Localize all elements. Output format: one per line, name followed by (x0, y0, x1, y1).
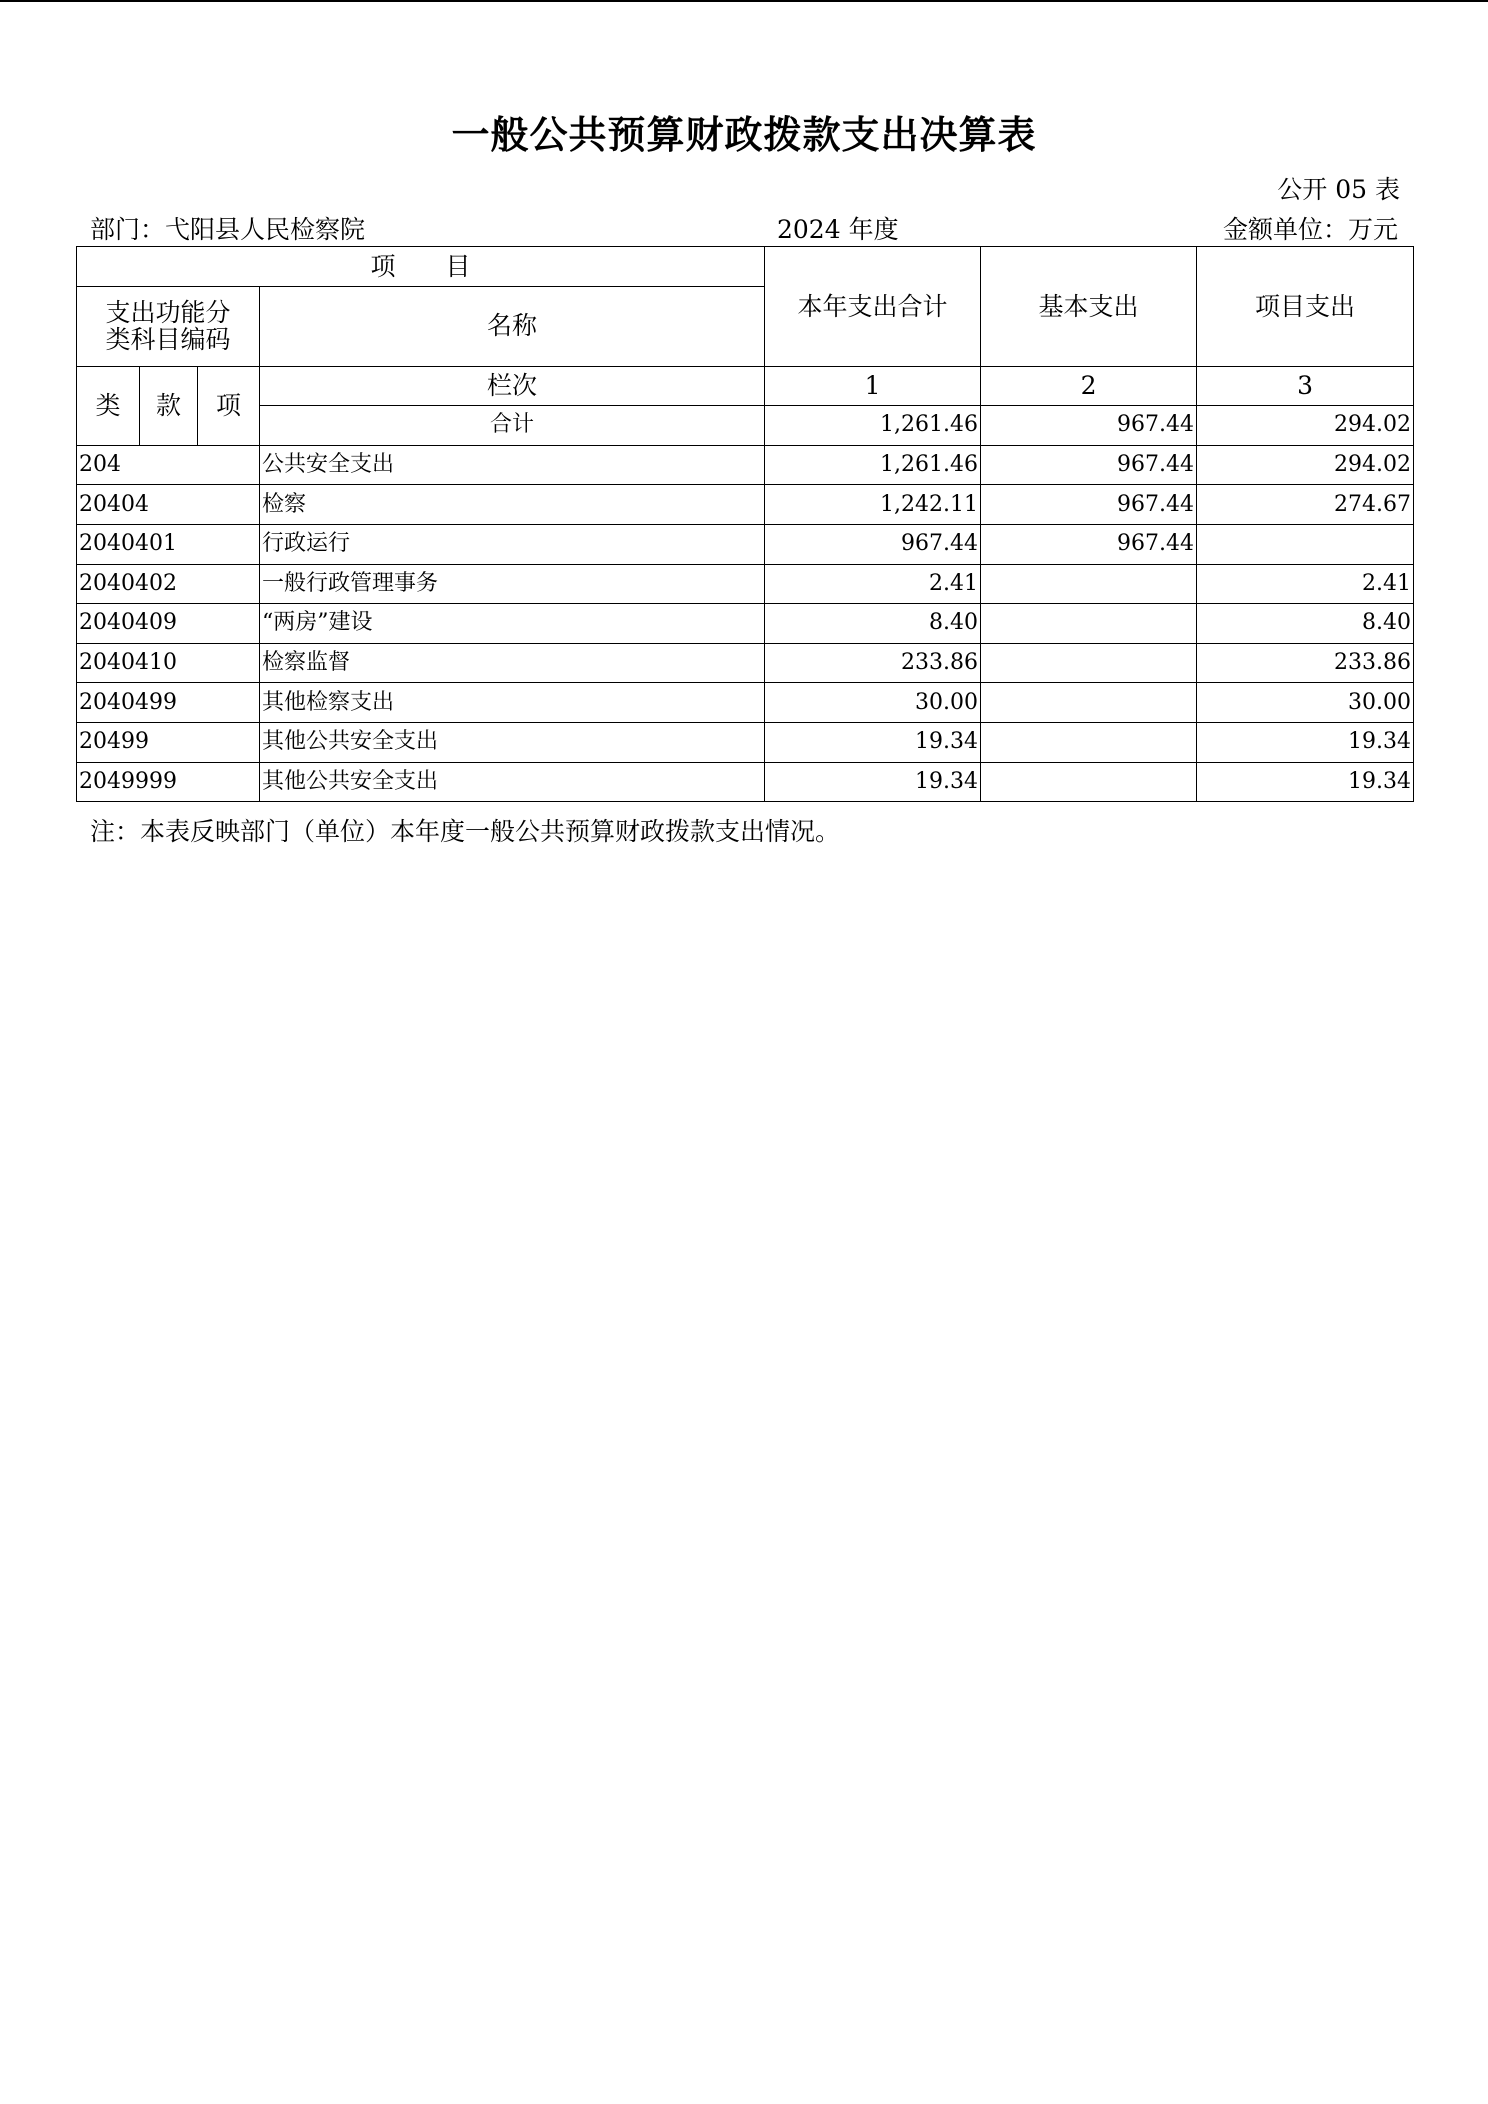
row-basic: 967.44 (981, 485, 1197, 525)
row-project: 274.67 (1197, 485, 1414, 525)
expenditure-table (76, 246, 1414, 802)
row-total: 967.44 (765, 524, 981, 564)
total-project: 294.02 (1197, 406, 1414, 446)
row-basic (981, 564, 1197, 604)
form-code: 公开 05 表 (1277, 175, 1400, 204)
row-project: 294.02 (1197, 445, 1414, 485)
row-total: 30.00 (765, 683, 981, 723)
total-row (77, 406, 1414, 446)
document-title: 一般公共预算财政拨款支出决算表 (451, 112, 1037, 157)
header-row-index (77, 366, 1414, 406)
row-project: 8.40 (1197, 604, 1414, 644)
footnote: 注：本表反映部门（单位）本年度一般公共预算财政拨款支出情况。 (90, 817, 841, 846)
row-basic: 967.44 (981, 445, 1197, 485)
header-xiang: 项 (198, 366, 260, 445)
header-basic: 基本支出 (981, 247, 1197, 367)
row-name: 检察 (260, 485, 765, 525)
header-project-expense: 项目支出 (1197, 247, 1414, 367)
table-row (77, 485, 1414, 525)
header-project: 项 目 (77, 247, 765, 287)
row-code: 2040409 (77, 604, 260, 644)
amount-unit: 金额单位：万元 (1222, 215, 1398, 244)
row-total: 19.34 (765, 762, 981, 802)
header-index-1: 1 (765, 366, 981, 406)
row-name: “两房”建设 (260, 604, 765, 644)
table-row (77, 643, 1414, 683)
row-name: 其他公共安全支出 (260, 722, 765, 762)
header-func-code-line2: 类科目编码 (105, 325, 231, 355)
row-total: 8.40 (765, 604, 981, 644)
row-basic (981, 683, 1197, 723)
fiscal-year: 2024 年度 (777, 215, 899, 244)
row-code: 2040410 (77, 643, 260, 683)
row-code: 2040499 (77, 683, 260, 723)
row-basic (981, 643, 1197, 683)
header-func-code (77, 286, 260, 366)
total-label: 合计 (260, 406, 765, 446)
header-kuan: 款 (140, 366, 198, 445)
row-code: 204 (77, 445, 260, 485)
row-total: 1,261.46 (765, 445, 981, 485)
top-border-line (0, 0, 1488, 2)
header-name: 名称 (260, 286, 765, 366)
row-basic (981, 722, 1197, 762)
row-total: 233.86 (765, 643, 981, 683)
row-name: 公共安全支出 (260, 445, 765, 485)
department-label: 部门：弋阳县人民检察院 (90, 215, 366, 244)
header-func-code-line1: 支出功能分 (105, 297, 231, 327)
row-code: 2040401 (77, 524, 260, 564)
header-index-3: 3 (1197, 366, 1414, 406)
total-basic: 967.44 (981, 406, 1197, 446)
table-row (77, 722, 1414, 762)
row-total: 19.34 (765, 722, 981, 762)
table-row (77, 762, 1414, 802)
row-code: 2049999 (77, 762, 260, 802)
row-name: 其他公共安全支出 (260, 762, 765, 802)
row-basic: 967.44 (981, 524, 1197, 564)
header-total: 本年支出合计 (765, 247, 981, 367)
row-project: 2.41 (1197, 564, 1414, 604)
table-row (77, 445, 1414, 485)
header-lei: 类 (77, 366, 140, 445)
table-row (77, 524, 1414, 564)
row-name: 一般行政管理事务 (260, 564, 765, 604)
row-project: 30.00 (1197, 683, 1414, 723)
row-name: 行政运行 (260, 524, 765, 564)
row-code: 20499 (77, 722, 260, 762)
row-code: 2040402 (77, 564, 260, 604)
row-code: 20404 (77, 485, 260, 525)
row-basic (981, 604, 1197, 644)
header-row-project (77, 247, 1414, 287)
row-project: 19.34 (1197, 722, 1414, 762)
header-lanci: 栏次 (260, 366, 765, 406)
table-row (77, 604, 1414, 644)
total-amount: 1,261.46 (765, 406, 981, 446)
row-basic (981, 762, 1197, 802)
header-index-2: 2 (981, 366, 1197, 406)
row-name: 其他检察支出 (260, 683, 765, 723)
table-row (77, 564, 1414, 604)
table-row (77, 683, 1414, 723)
row-total: 1,242.11 (765, 485, 981, 525)
row-name: 检察监督 (260, 643, 765, 683)
row-project: 233.86 (1197, 643, 1414, 683)
row-total: 2.41 (765, 564, 981, 604)
row-project: 19.34 (1197, 762, 1414, 802)
row-project (1197, 524, 1414, 564)
meta-row (90, 210, 1398, 244)
